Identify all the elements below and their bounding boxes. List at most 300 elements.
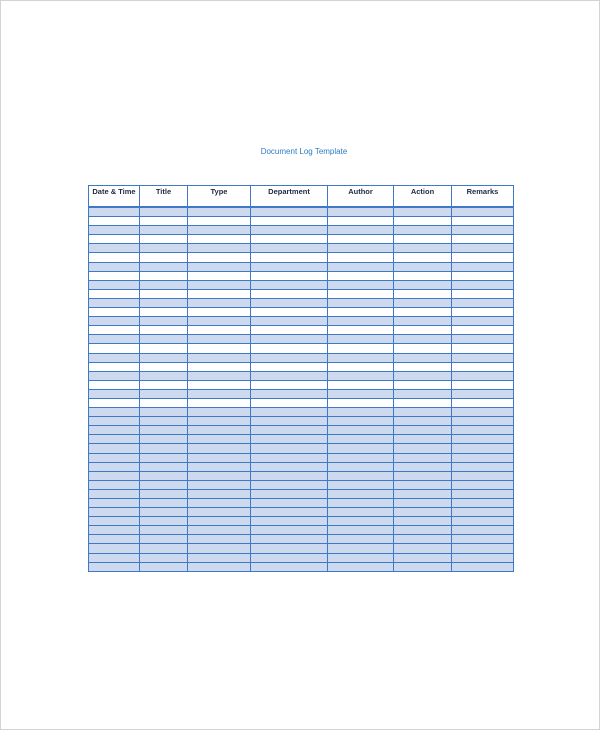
cell-remarks[interactable] <box>452 280 514 289</box>
cell-date-time[interactable] <box>89 271 140 280</box>
table-row <box>89 335 514 344</box>
cell-title[interactable] <box>140 335 188 344</box>
cell-action[interactable] <box>394 553 452 562</box>
cell-department[interactable] <box>251 326 328 335</box>
cell-type[interactable] <box>188 271 251 280</box>
header-title: Title <box>140 186 188 208</box>
cell-action[interactable] <box>394 435 452 444</box>
cell-author[interactable] <box>328 517 394 526</box>
cell-action[interactable] <box>394 244 452 253</box>
table-row <box>89 317 514 326</box>
cell-author[interactable] <box>328 389 394 398</box>
cell-author[interactable] <box>328 435 394 444</box>
cell-type[interactable] <box>188 462 251 471</box>
cell-date-time[interactable] <box>89 426 140 435</box>
cell-department[interactable] <box>251 353 328 362</box>
cell-type[interactable] <box>188 335 251 344</box>
cell-type[interactable] <box>188 298 251 307</box>
cell-title[interactable] <box>140 453 188 462</box>
cell-department[interactable] <box>251 426 328 435</box>
cell-type[interactable] <box>188 262 251 271</box>
cell-author[interactable] <box>328 408 394 417</box>
cell-action[interactable] <box>394 444 452 453</box>
cell-department[interactable] <box>251 371 328 380</box>
cell-department[interactable] <box>251 499 328 508</box>
cell-author[interactable] <box>328 462 394 471</box>
cell-action[interactable] <box>394 489 452 498</box>
cell-title[interactable] <box>140 535 188 544</box>
cell-department[interactable] <box>251 562 328 571</box>
cell-author[interactable] <box>328 508 394 517</box>
cell-action[interactable] <box>394 535 452 544</box>
cell-title[interactable] <box>140 526 188 535</box>
cell-date-time[interactable] <box>89 489 140 498</box>
cell-department[interactable] <box>251 398 328 407</box>
cell-remarks[interactable] <box>452 462 514 471</box>
cell-remarks[interactable] <box>452 471 514 480</box>
cell-remarks[interactable] <box>452 262 514 271</box>
table-row <box>89 262 514 271</box>
cell-title[interactable] <box>140 289 188 298</box>
cell-action[interactable] <box>394 335 452 344</box>
cell-action[interactable] <box>394 471 452 480</box>
cell-remarks[interactable] <box>452 335 514 344</box>
cell-department[interactable] <box>251 453 328 462</box>
cell-action[interactable] <box>394 517 452 526</box>
cell-department[interactable] <box>251 471 328 480</box>
cell-author[interactable] <box>328 489 394 498</box>
cell-type[interactable] <box>188 553 251 562</box>
cell-action[interactable] <box>394 380 452 389</box>
cell-date-time[interactable] <box>89 544 140 553</box>
cell-title[interactable] <box>140 544 188 553</box>
cell-remarks[interactable] <box>452 435 514 444</box>
cell-author[interactable] <box>328 253 394 262</box>
cell-author[interactable] <box>328 480 394 489</box>
cell-title[interactable] <box>140 499 188 508</box>
cell-title[interactable] <box>140 389 188 398</box>
cell-action[interactable] <box>394 226 452 235</box>
cell-department[interactable] <box>251 289 328 298</box>
cell-remarks[interactable] <box>452 480 514 489</box>
cell-title[interactable] <box>140 380 188 389</box>
cell-department[interactable] <box>251 362 328 371</box>
cell-type[interactable] <box>188 207 251 217</box>
cell-type[interactable] <box>188 517 251 526</box>
cell-department[interactable] <box>251 408 328 417</box>
cell-author[interactable] <box>328 298 394 307</box>
cell-date-time[interactable] <box>89 308 140 317</box>
cell-remarks[interactable] <box>452 508 514 517</box>
cell-title[interactable] <box>140 326 188 335</box>
cell-type[interactable] <box>188 499 251 508</box>
cell-title[interactable] <box>140 480 188 489</box>
cell-remarks[interactable] <box>452 308 514 317</box>
cell-date-time[interactable] <box>89 335 140 344</box>
cell-title[interactable] <box>140 408 188 417</box>
cell-type[interactable] <box>188 535 251 544</box>
cell-action[interactable] <box>394 371 452 380</box>
cell-remarks[interactable] <box>452 544 514 553</box>
table-row <box>89 235 514 244</box>
cell-author[interactable] <box>328 471 394 480</box>
cell-title[interactable] <box>140 462 188 471</box>
cell-type[interactable] <box>188 380 251 389</box>
cell-type[interactable] <box>188 371 251 380</box>
cell-author[interactable] <box>328 362 394 371</box>
cell-type[interactable] <box>188 226 251 235</box>
cell-department[interactable] <box>251 444 328 453</box>
cell-date-time[interactable] <box>89 298 140 307</box>
cell-type[interactable] <box>188 508 251 517</box>
cell-department[interactable] <box>251 308 328 317</box>
cell-type[interactable] <box>188 444 251 453</box>
table-row <box>89 480 514 489</box>
cell-author[interactable] <box>328 326 394 335</box>
table-row <box>89 398 514 407</box>
cell-date-time[interactable] <box>89 517 140 526</box>
cell-department[interactable] <box>251 462 328 471</box>
cell-title[interactable] <box>140 298 188 307</box>
cell-action[interactable] <box>394 253 452 262</box>
header-remarks: Remarks <box>452 186 514 208</box>
cell-date-time[interactable] <box>89 480 140 489</box>
cell-title[interactable] <box>140 280 188 289</box>
cell-action[interactable] <box>394 480 452 489</box>
cell-remarks[interactable] <box>452 553 514 562</box>
cell-author[interactable] <box>328 562 394 571</box>
cell-remarks[interactable] <box>452 380 514 389</box>
cell-type[interactable] <box>188 317 251 326</box>
cell-remarks[interactable] <box>452 408 514 417</box>
cell-remarks[interactable] <box>452 562 514 571</box>
cell-action[interactable] <box>394 271 452 280</box>
cell-author[interactable] <box>328 317 394 326</box>
cell-remarks[interactable] <box>452 426 514 435</box>
cell-title[interactable] <box>140 244 188 253</box>
cell-date-time[interactable] <box>89 262 140 271</box>
cell-remarks[interactable] <box>452 326 514 335</box>
cell-title[interactable] <box>140 562 188 571</box>
cell-type[interactable] <box>188 562 251 571</box>
cell-action[interactable] <box>394 426 452 435</box>
cell-date-time[interactable] <box>89 453 140 462</box>
cell-action[interactable] <box>394 317 452 326</box>
cell-author[interactable] <box>328 280 394 289</box>
cell-author[interactable] <box>328 353 394 362</box>
cell-action[interactable] <box>394 562 452 571</box>
cell-date-time[interactable] <box>89 380 140 389</box>
cell-date-time[interactable] <box>89 417 140 426</box>
cell-action[interactable] <box>394 544 452 553</box>
cell-title[interactable] <box>140 553 188 562</box>
cell-type[interactable] <box>188 362 251 371</box>
cell-action[interactable] <box>394 453 452 462</box>
cell-department[interactable] <box>251 271 328 280</box>
cell-date-time[interactable] <box>89 217 140 226</box>
cell-remarks[interactable] <box>452 526 514 535</box>
cell-date-time[interactable] <box>89 553 140 562</box>
cell-title[interactable] <box>140 426 188 435</box>
cell-date-time[interactable] <box>89 462 140 471</box>
cell-department[interactable] <box>251 317 328 326</box>
cell-date-time[interactable] <box>89 398 140 407</box>
cell-type[interactable] <box>188 480 251 489</box>
cell-title[interactable] <box>140 371 188 380</box>
cell-department[interactable] <box>251 535 328 544</box>
cell-title[interactable] <box>140 226 188 235</box>
cell-type[interactable] <box>188 217 251 226</box>
cell-date-time[interactable] <box>89 435 140 444</box>
cell-action[interactable] <box>394 398 452 407</box>
cell-title[interactable] <box>140 253 188 262</box>
cell-author[interactable] <box>328 426 394 435</box>
cell-action[interactable] <box>394 508 452 517</box>
cell-action[interactable] <box>394 499 452 508</box>
cell-remarks[interactable] <box>452 207 514 217</box>
cell-department[interactable] <box>251 280 328 289</box>
cell-action[interactable] <box>394 289 452 298</box>
cell-author[interactable] <box>328 289 394 298</box>
cell-department[interactable] <box>251 544 328 553</box>
cell-action[interactable] <box>394 526 452 535</box>
cell-action[interactable] <box>394 217 452 226</box>
cell-type[interactable] <box>188 471 251 480</box>
cell-action[interactable] <box>394 362 452 371</box>
table-row <box>89 353 514 362</box>
cell-type[interactable] <box>188 308 251 317</box>
cell-type[interactable] <box>188 453 251 462</box>
cell-type[interactable] <box>188 280 251 289</box>
cell-department[interactable] <box>251 508 328 517</box>
cell-title[interactable] <box>140 344 188 353</box>
cell-action[interactable] <box>394 262 452 271</box>
cell-department[interactable] <box>251 262 328 271</box>
cell-author[interactable] <box>328 453 394 462</box>
cell-department[interactable] <box>251 526 328 535</box>
cell-title[interactable] <box>140 417 188 426</box>
cell-title[interactable] <box>140 353 188 362</box>
cell-department[interactable] <box>251 417 328 426</box>
cell-type[interactable] <box>188 389 251 398</box>
cell-type[interactable] <box>188 253 251 262</box>
cell-department[interactable] <box>251 335 328 344</box>
cell-action[interactable] <box>394 353 452 362</box>
cell-title[interactable] <box>140 471 188 480</box>
cell-type[interactable] <box>188 417 251 426</box>
cell-author[interactable] <box>328 226 394 235</box>
cell-action[interactable] <box>394 417 452 426</box>
cell-author[interactable] <box>328 553 394 562</box>
cell-department[interactable] <box>251 217 328 226</box>
table-row <box>89 362 514 371</box>
cell-author[interactable] <box>328 344 394 353</box>
cell-remarks[interactable] <box>452 398 514 407</box>
cell-title[interactable] <box>140 308 188 317</box>
cell-remarks[interactable] <box>452 271 514 280</box>
cell-author[interactable] <box>328 271 394 280</box>
cell-remarks[interactable] <box>452 453 514 462</box>
cell-type[interactable] <box>188 408 251 417</box>
cell-action[interactable] <box>394 308 452 317</box>
cell-title[interactable] <box>140 317 188 326</box>
cell-title[interactable] <box>140 444 188 453</box>
cell-remarks[interactable] <box>452 226 514 235</box>
cell-date-time[interactable] <box>89 326 140 335</box>
table-row <box>89 298 514 307</box>
cell-date-time[interactable] <box>89 508 140 517</box>
cell-type[interactable] <box>188 489 251 498</box>
cell-title[interactable] <box>140 217 188 226</box>
cell-type[interactable] <box>188 289 251 298</box>
cell-date-time[interactable] <box>89 371 140 380</box>
cell-title[interactable] <box>140 262 188 271</box>
cell-department[interactable] <box>251 226 328 235</box>
cell-title[interactable] <box>140 235 188 244</box>
cell-date-time[interactable] <box>89 353 140 362</box>
cell-type[interactable] <box>188 344 251 353</box>
cell-date-time[interactable] <box>89 280 140 289</box>
cell-department[interactable] <box>251 244 328 253</box>
cell-remarks[interactable] <box>452 535 514 544</box>
cell-remarks[interactable] <box>452 217 514 226</box>
cell-remarks[interactable] <box>452 371 514 380</box>
cell-remarks[interactable] <box>452 499 514 508</box>
cell-type[interactable] <box>188 426 251 435</box>
cell-title[interactable] <box>140 435 188 444</box>
cell-department[interactable] <box>251 480 328 489</box>
cell-title[interactable] <box>140 489 188 498</box>
cell-action[interactable] <box>394 462 452 471</box>
cell-date-time[interactable] <box>89 362 140 371</box>
cell-date-time[interactable] <box>89 444 140 453</box>
cell-remarks[interactable] <box>452 298 514 307</box>
cell-type[interactable] <box>188 398 251 407</box>
cell-date-time[interactable] <box>89 207 140 217</box>
cell-author[interactable] <box>328 499 394 508</box>
cell-type[interactable] <box>188 435 251 444</box>
cell-author[interactable] <box>328 417 394 426</box>
cell-remarks[interactable] <box>452 389 514 398</box>
cell-date-time[interactable] <box>89 344 140 353</box>
cell-date-time[interactable] <box>89 562 140 571</box>
cell-author[interactable] <box>328 398 394 407</box>
cell-author[interactable] <box>328 262 394 271</box>
cell-author[interactable] <box>328 207 394 217</box>
cell-department[interactable] <box>251 207 328 217</box>
cell-author[interactable] <box>328 371 394 380</box>
cell-title[interactable] <box>140 362 188 371</box>
cell-title[interactable] <box>140 517 188 526</box>
cell-department[interactable] <box>251 235 328 244</box>
document-title: Document Log Template <box>260 147 348 156</box>
cell-date-time[interactable] <box>89 317 140 326</box>
cell-date-time[interactable] <box>89 499 140 508</box>
cell-remarks[interactable] <box>452 353 514 362</box>
cell-author[interactable] <box>328 308 394 317</box>
table-row <box>89 562 514 571</box>
cell-department[interactable] <box>251 389 328 398</box>
cell-author[interactable] <box>328 380 394 389</box>
cell-author[interactable] <box>328 335 394 344</box>
cell-remarks[interactable] <box>452 344 514 353</box>
cell-author[interactable] <box>328 526 394 535</box>
cell-author[interactable] <box>328 535 394 544</box>
header-row <box>89 186 514 208</box>
cell-department[interactable] <box>251 253 328 262</box>
cell-department[interactable] <box>251 298 328 307</box>
cell-action[interactable] <box>394 235 452 244</box>
cell-remarks[interactable] <box>452 235 514 244</box>
cell-date-time[interactable] <box>89 253 140 262</box>
cell-date-time[interactable] <box>89 526 140 535</box>
cell-type[interactable] <box>188 326 251 335</box>
cell-title[interactable] <box>140 271 188 280</box>
cell-author[interactable] <box>328 244 394 253</box>
cell-department[interactable] <box>251 489 328 498</box>
cell-remarks[interactable] <box>452 244 514 253</box>
cell-remarks[interactable] <box>452 444 514 453</box>
cell-action[interactable] <box>394 326 452 335</box>
cell-type[interactable] <box>188 526 251 535</box>
cell-date-time[interactable] <box>89 471 140 480</box>
table-row <box>89 517 514 526</box>
cell-department[interactable] <box>251 380 328 389</box>
cell-date-time[interactable] <box>89 244 140 253</box>
cell-department[interactable] <box>251 435 328 444</box>
cell-remarks[interactable] <box>452 289 514 298</box>
cell-title[interactable] <box>140 508 188 517</box>
cell-date-time[interactable] <box>89 226 140 235</box>
table-row <box>89 453 514 462</box>
cell-date-time[interactable] <box>89 535 140 544</box>
cell-action[interactable] <box>394 344 452 353</box>
cell-action[interactable] <box>394 389 452 398</box>
cell-remarks[interactable] <box>452 517 514 526</box>
cell-author[interactable] <box>328 235 394 244</box>
cell-date-time[interactable] <box>89 289 140 298</box>
cell-remarks[interactable] <box>452 417 514 426</box>
cell-remarks[interactable] <box>452 253 514 262</box>
cell-remarks[interactable] <box>452 317 514 326</box>
cell-action[interactable] <box>394 207 452 217</box>
cell-type[interactable] <box>188 353 251 362</box>
cell-author[interactable] <box>328 544 394 553</box>
cell-department[interactable] <box>251 553 328 562</box>
cell-type[interactable] <box>188 544 251 553</box>
table-row <box>89 344 514 353</box>
cell-author[interactable] <box>328 444 394 453</box>
cell-title[interactable] <box>140 207 188 217</box>
table-row <box>89 271 514 280</box>
cell-department[interactable] <box>251 344 328 353</box>
table-row <box>89 253 514 262</box>
cell-department[interactable] <box>251 517 328 526</box>
cell-date-time[interactable] <box>89 389 140 398</box>
cell-author[interactable] <box>328 217 394 226</box>
cell-action[interactable] <box>394 408 452 417</box>
cell-type[interactable] <box>188 244 251 253</box>
cell-action[interactable] <box>394 280 452 289</box>
cell-action[interactable] <box>394 298 452 307</box>
cell-type[interactable] <box>188 235 251 244</box>
cell-remarks[interactable] <box>452 489 514 498</box>
cell-date-time[interactable] <box>89 408 140 417</box>
document-log-table <box>88 185 514 572</box>
cell-title[interactable] <box>140 398 188 407</box>
cell-date-time[interactable] <box>89 235 140 244</box>
cell-remarks[interactable] <box>452 362 514 371</box>
